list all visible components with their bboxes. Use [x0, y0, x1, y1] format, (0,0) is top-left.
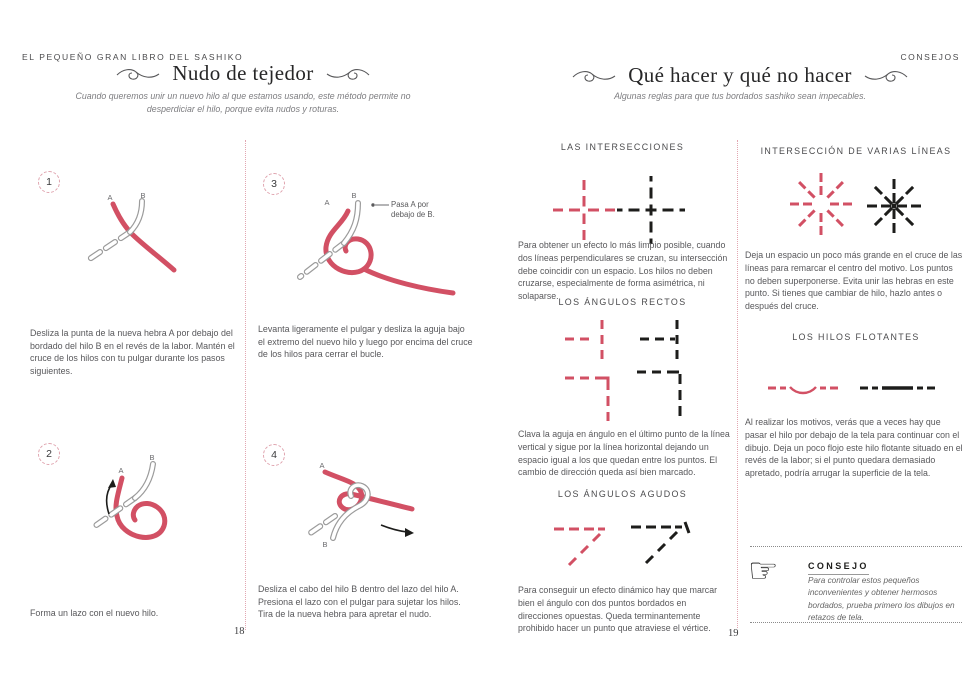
flourish-right-icon: [326, 66, 370, 82]
left-running-head: EL PEQUEÑO GRAN LIBRO DEL SASHIKO: [22, 52, 244, 62]
consejo-bottom-rule: [750, 622, 962, 623]
leader-dot: [371, 203, 374, 206]
thread-b-label: B: [351, 191, 357, 200]
section-heading-varias-lineas: INTERSECCIÓN DE VARIAS LÍNEAS: [760, 146, 952, 156]
floating-threads-diagram: [755, 380, 955, 402]
section-heading-hilos-flotantes: LOS HILOS FLOTANTES: [792, 332, 920, 342]
paragraph-angulos-rectos: Clava la aguja en ángulo en el último punto de la línea vertical y sigue por la línea horizontal dejando un espacio igual a los que quedan entre los puntos. El cambio de dirección queda así bien marcado.: [518, 429, 730, 478]
right-page-subtitle: Algunas reglas para que tus bordados sashiko sean impecables.: [614, 91, 866, 101]
step-4-caption: Desliza el cabo del hilo B dentro del lazo del hilo A. Presiona el lazo con el pulgar para sujetar los hilos. Tira de la nueva hebra para apretar el nudo.: [258, 584, 461, 620]
pointing-hand-icon: ☞: [748, 552, 779, 590]
step-1-diagram: [80, 192, 200, 280]
step-2-number: 2: [38, 443, 60, 465]
section-heading-angulos-rectos: LOS ÁNGULOS RECTOS: [558, 297, 687, 307]
correct-acute-angle-red: [554, 529, 605, 565]
correct-intersection-red: [553, 180, 615, 240]
right-column-divider: [737, 140, 738, 628]
up-arrow-icon: [107, 484, 112, 514]
paragraph-intersecciones: Para obtener un efecto lo más limpio posible, cuando dos líneas perpendiculares se cruzan, su intersección debe coincidir con un espacio. Los hilos no deben cruzarse, especialmente de forma asimétrica, ni solaparse.: [518, 240, 728, 301]
section-heading-angulos-agudos: LOS ÁNGULOS AGUDOS: [557, 489, 688, 499]
consejo-top-rule: [750, 546, 962, 547]
step-1-number: 1: [38, 171, 60, 193]
thread-b-label: B: [149, 453, 155, 462]
step-4-diagram: [295, 452, 430, 567]
right-title-row: [545, 63, 935, 88]
paragraph-varias-lineas: Deja un espacio un poco más grande en el cruce de las líneas para remarcar el centro del motivo. Los puntos no deben superponerse. Evita unir las hebras en este punto. Si tienes que cambiar de hilo, hazlo antes o después del cruce.: [745, 250, 963, 311]
left-title-row: [40, 61, 446, 86]
paragraph-hilos-flotantes: Al realizar los motivos, verás que a veces hay que pasar el hilo por debajo de la tela para continuar con el dibujo. Deja un poco flojo este hilo flotante situado en el revés de la labor; si el punto quedara demasiado apretado, podría arrugar la superficie de la tela.: [745, 417, 963, 478]
step-3-number: 3: [263, 173, 285, 195]
step-2-diagram: [85, 450, 205, 562]
step-2-caption: Forma un lazo con el nuevo hilo.: [30, 608, 159, 618]
paragraph-angulos-agudos: Para conseguir un efecto dinámico hay que marcar bien el ángulo con dos puntos bordados en direcciones opuestas. Queda terminantemente prohibido hacer un punto que atraviese el vértice.: [518, 585, 718, 634]
section-heading-intersecciones: LAS INTERSECCIONES: [560, 142, 685, 152]
red-thread-loop: [116, 478, 165, 537]
thread-a-label: A: [107, 193, 113, 202]
right-arrow-icon: [381, 525, 407, 532]
acute-angles-diagram: [530, 515, 715, 575]
correct-right-angle-red: [565, 320, 608, 421]
multi-line-intersection-diagram: [765, 170, 955, 242]
left-column-divider: [245, 140, 246, 630]
step-3-caption: Levanta ligeramente el pulgar y desliza la aguja bajo el extremo del nuevo hilo y luego por encima del cruce de los hilos para cerrar el bucle.: [258, 324, 473, 360]
thread-a-label: A: [118, 466, 124, 475]
incorrect-right-angle-black: [637, 320, 680, 416]
step-4-number: 4: [263, 444, 285, 466]
left-page-number: 18: [234, 626, 245, 637]
incorrect-intersection-black: [617, 176, 685, 244]
flourish-left-icon: [572, 68, 616, 84]
correct-star-red: [790, 173, 852, 235]
correct-loose-thread-red: [768, 387, 838, 393]
consejo-text: Para controlar estos pequeños inconvenientes y obtener hermosos bordados, prueba primero los dibujos en retazos de tela.: [808, 576, 955, 622]
incorrect-star-black: [867, 179, 921, 233]
red-thread-tail: [364, 269, 453, 293]
left-page-title: Nudo de tejedor: [172, 61, 314, 85]
thread-b-label: B: [140, 192, 146, 200]
consejo-heading: CONSEJO: [808, 561, 869, 575]
flourish-right-icon: [864, 68, 908, 84]
thread-a-label: A: [324, 198, 330, 207]
left-page-subtitle: Cuando queremos unir un nuevo hilo al que estamos usando, este método permite no desperdiciar el hilo, porque evita nudos y roturas.: [75, 91, 411, 114]
step-3-annotation: Pasa A por debajo de B.: [391, 200, 435, 220]
thread-b-label: B: [322, 540, 328, 549]
right-angles-diagram: [545, 318, 705, 423]
step-1-caption: Desliza la punta de la nueva hebra A por debajo del bordado del hilo B en el revés de la labor. Mantén el cruce de los hilos con tu pulgar durante los pasos siguientes.: [30, 328, 235, 376]
right-page-title: Qué hacer y qué no hacer: [628, 63, 852, 87]
right-page-number: 19: [728, 628, 739, 639]
right-running-head: CONSEJOS: [900, 52, 960, 62]
flourish-left-icon: [116, 66, 160, 82]
incorrect-acute-angle-black: [631, 522, 689, 563]
thread-a-label: A: [319, 461, 325, 470]
